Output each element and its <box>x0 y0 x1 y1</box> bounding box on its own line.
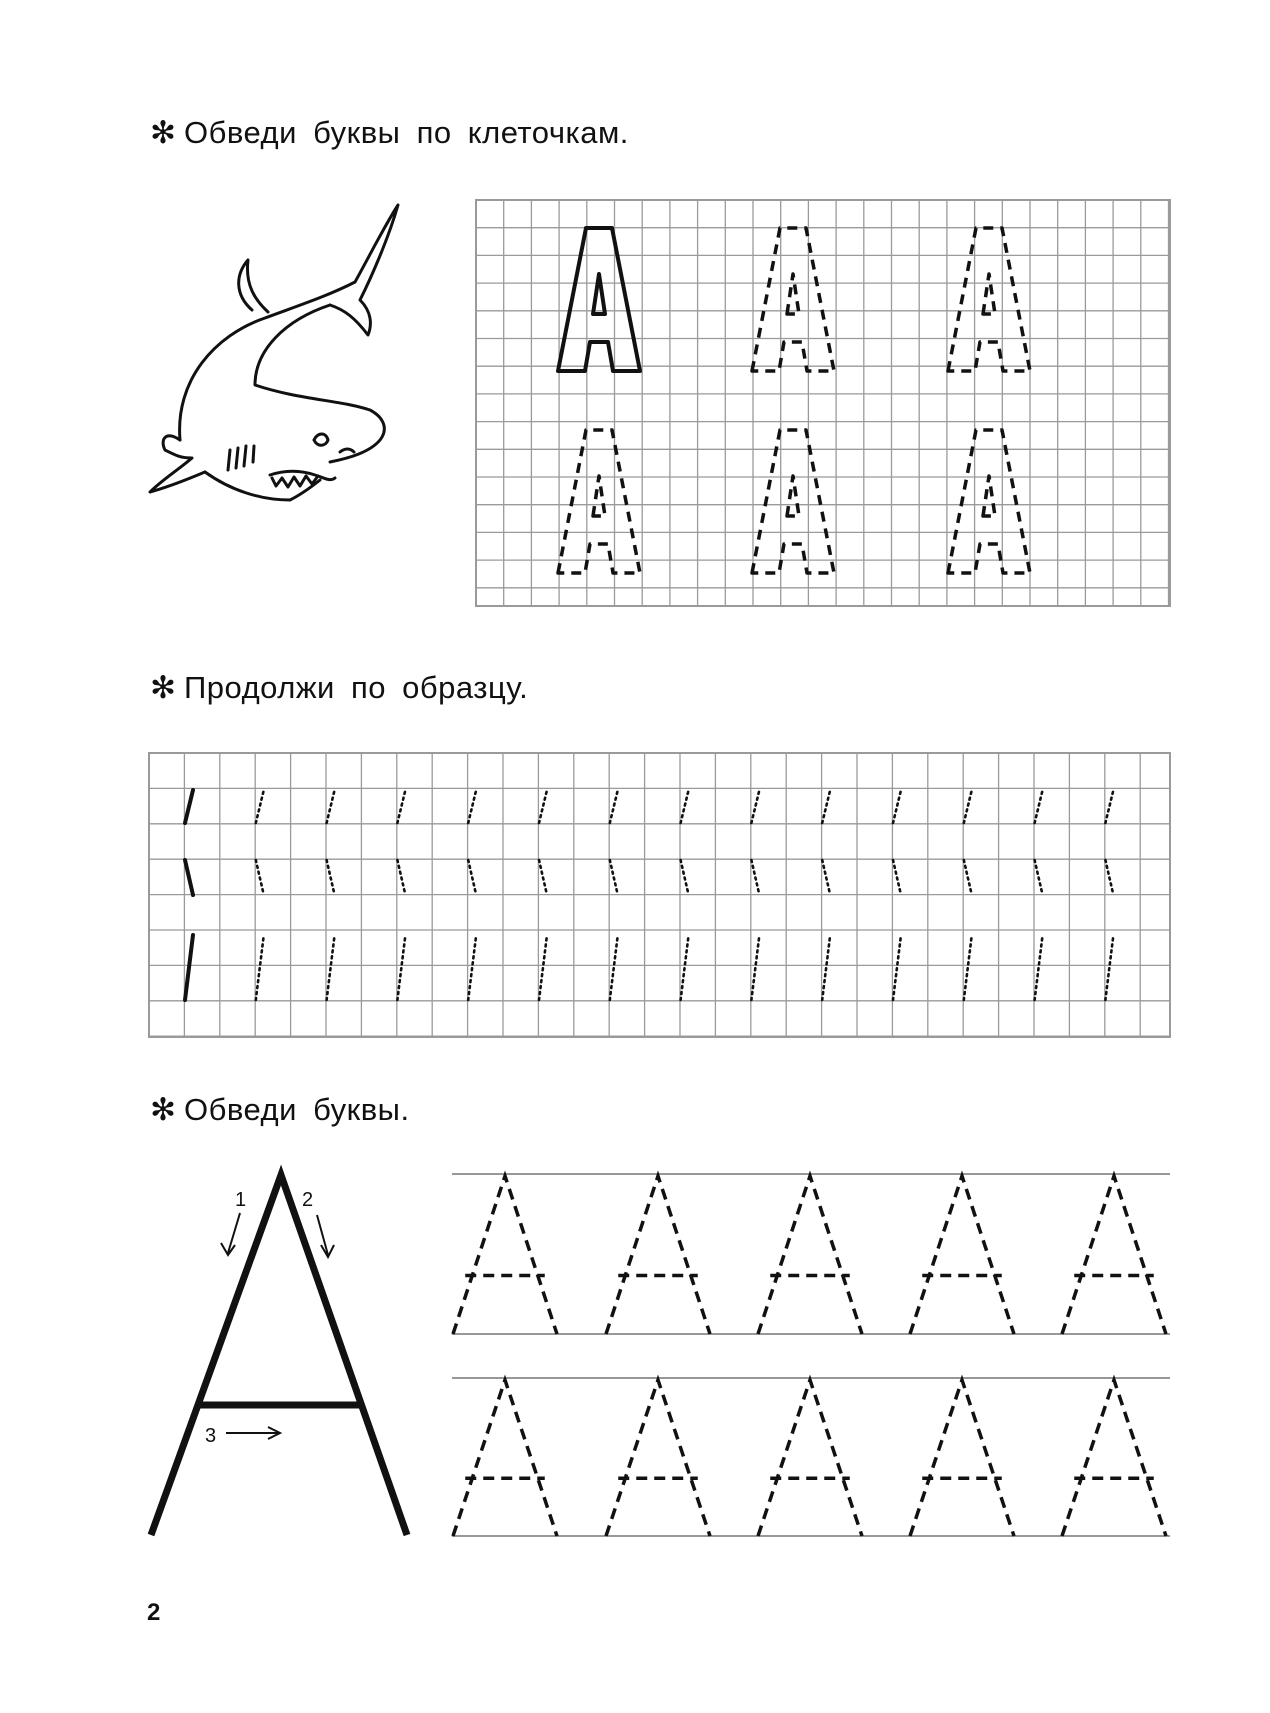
tracing-letters <box>453 1176 1166 1536</box>
dotted-stroke <box>822 935 830 1000</box>
dotted-stroke <box>681 860 689 895</box>
dotted-stroke <box>1035 935 1043 1000</box>
dotted-stroke <box>256 935 264 1000</box>
dotted-stroke <box>964 860 972 895</box>
dotted-stroke <box>893 935 901 1000</box>
dotted-stroke <box>964 935 972 1000</box>
stroke-grid <box>149 753 1170 1037</box>
dotted-stroke <box>397 860 405 895</box>
dashed-letter-a <box>758 1380 862 1536</box>
dotted-stroke <box>893 860 901 895</box>
dashed-letter-a <box>606 1176 710 1334</box>
dotted-stroke <box>256 860 264 895</box>
writing-guidelines <box>452 1174 1170 1536</box>
dotted-stroke <box>327 790 335 823</box>
stroke-number-3: 3 <box>205 1425 217 1447</box>
dotted-stroke <box>1035 790 1043 823</box>
stroke-number-1: 1 <box>235 1189 247 1211</box>
dotted-stroke <box>397 790 405 823</box>
dotted-stroke <box>610 935 618 1000</box>
dotted-stroke <box>1035 860 1043 895</box>
dotted-stroke <box>468 790 476 823</box>
shark-icon <box>150 205 398 500</box>
dotted-stroke <box>681 935 689 1000</box>
dashed-letter-a <box>752 430 834 573</box>
grid-letters <box>558 228 1030 573</box>
task-3-text: Обведи буквы. <box>184 1092 410 1127</box>
dashed-letter-a <box>910 1380 1014 1536</box>
sample-stroke <box>185 790 193 823</box>
dotted-stroke <box>751 935 759 1000</box>
asterisk-icon: ✻ <box>150 115 177 150</box>
dotted-stroke <box>1105 790 1113 823</box>
dotted-stroke <box>256 790 264 823</box>
dotted-stroke <box>468 935 476 1000</box>
dotted-stroke <box>539 790 547 823</box>
dotted-stroke <box>893 790 901 823</box>
sample-stroke <box>185 860 193 895</box>
dashed-letter-a <box>758 1176 862 1334</box>
dotted-stroke <box>1105 935 1113 1000</box>
dotted-stroke <box>751 860 759 895</box>
task-1-text: Обведи буквы по клеточкам. <box>184 115 629 150</box>
dotted-stroke <box>822 790 830 823</box>
dashed-letter-a <box>558 430 640 573</box>
sample-letter-a <box>558 228 640 371</box>
dashed-letter-a <box>1062 1380 1166 1536</box>
dotted-stroke <box>327 860 335 895</box>
dotted-stroke <box>327 935 335 1000</box>
dashed-letter-a <box>453 1380 557 1536</box>
model-letter-a <box>151 1175 407 1535</box>
page-number: 2 <box>147 1599 161 1626</box>
task-2-text: Продолжи по образцу. <box>184 670 529 705</box>
dashed-letter-a <box>752 228 834 371</box>
dashed-letter-a <box>453 1176 557 1334</box>
dashed-letter-a <box>606 1380 710 1536</box>
dashed-letter-a <box>910 1176 1014 1334</box>
dotted-stroke <box>822 860 830 895</box>
sample-stroke <box>185 935 193 1000</box>
dashed-letter-a <box>1062 1176 1166 1334</box>
dotted-stroke <box>539 935 547 1000</box>
dashed-letter-a <box>948 430 1030 573</box>
dotted-stroke <box>610 790 618 823</box>
dotted-stroke <box>397 935 405 1000</box>
dotted-stroke <box>468 860 476 895</box>
dotted-stroke <box>539 860 547 895</box>
dotted-stroke <box>681 790 689 823</box>
asterisk-icon: ✻ <box>150 670 177 705</box>
dotted-stroke <box>610 860 618 895</box>
stroke-number-2: 2 <box>302 1189 314 1211</box>
dashed-letter-a <box>948 228 1030 371</box>
dotted-stroke <box>964 790 972 823</box>
asterisk-icon: ✻ <box>150 1092 177 1127</box>
dotted-stroke <box>751 790 759 823</box>
dotted-stroke <box>1105 860 1113 895</box>
